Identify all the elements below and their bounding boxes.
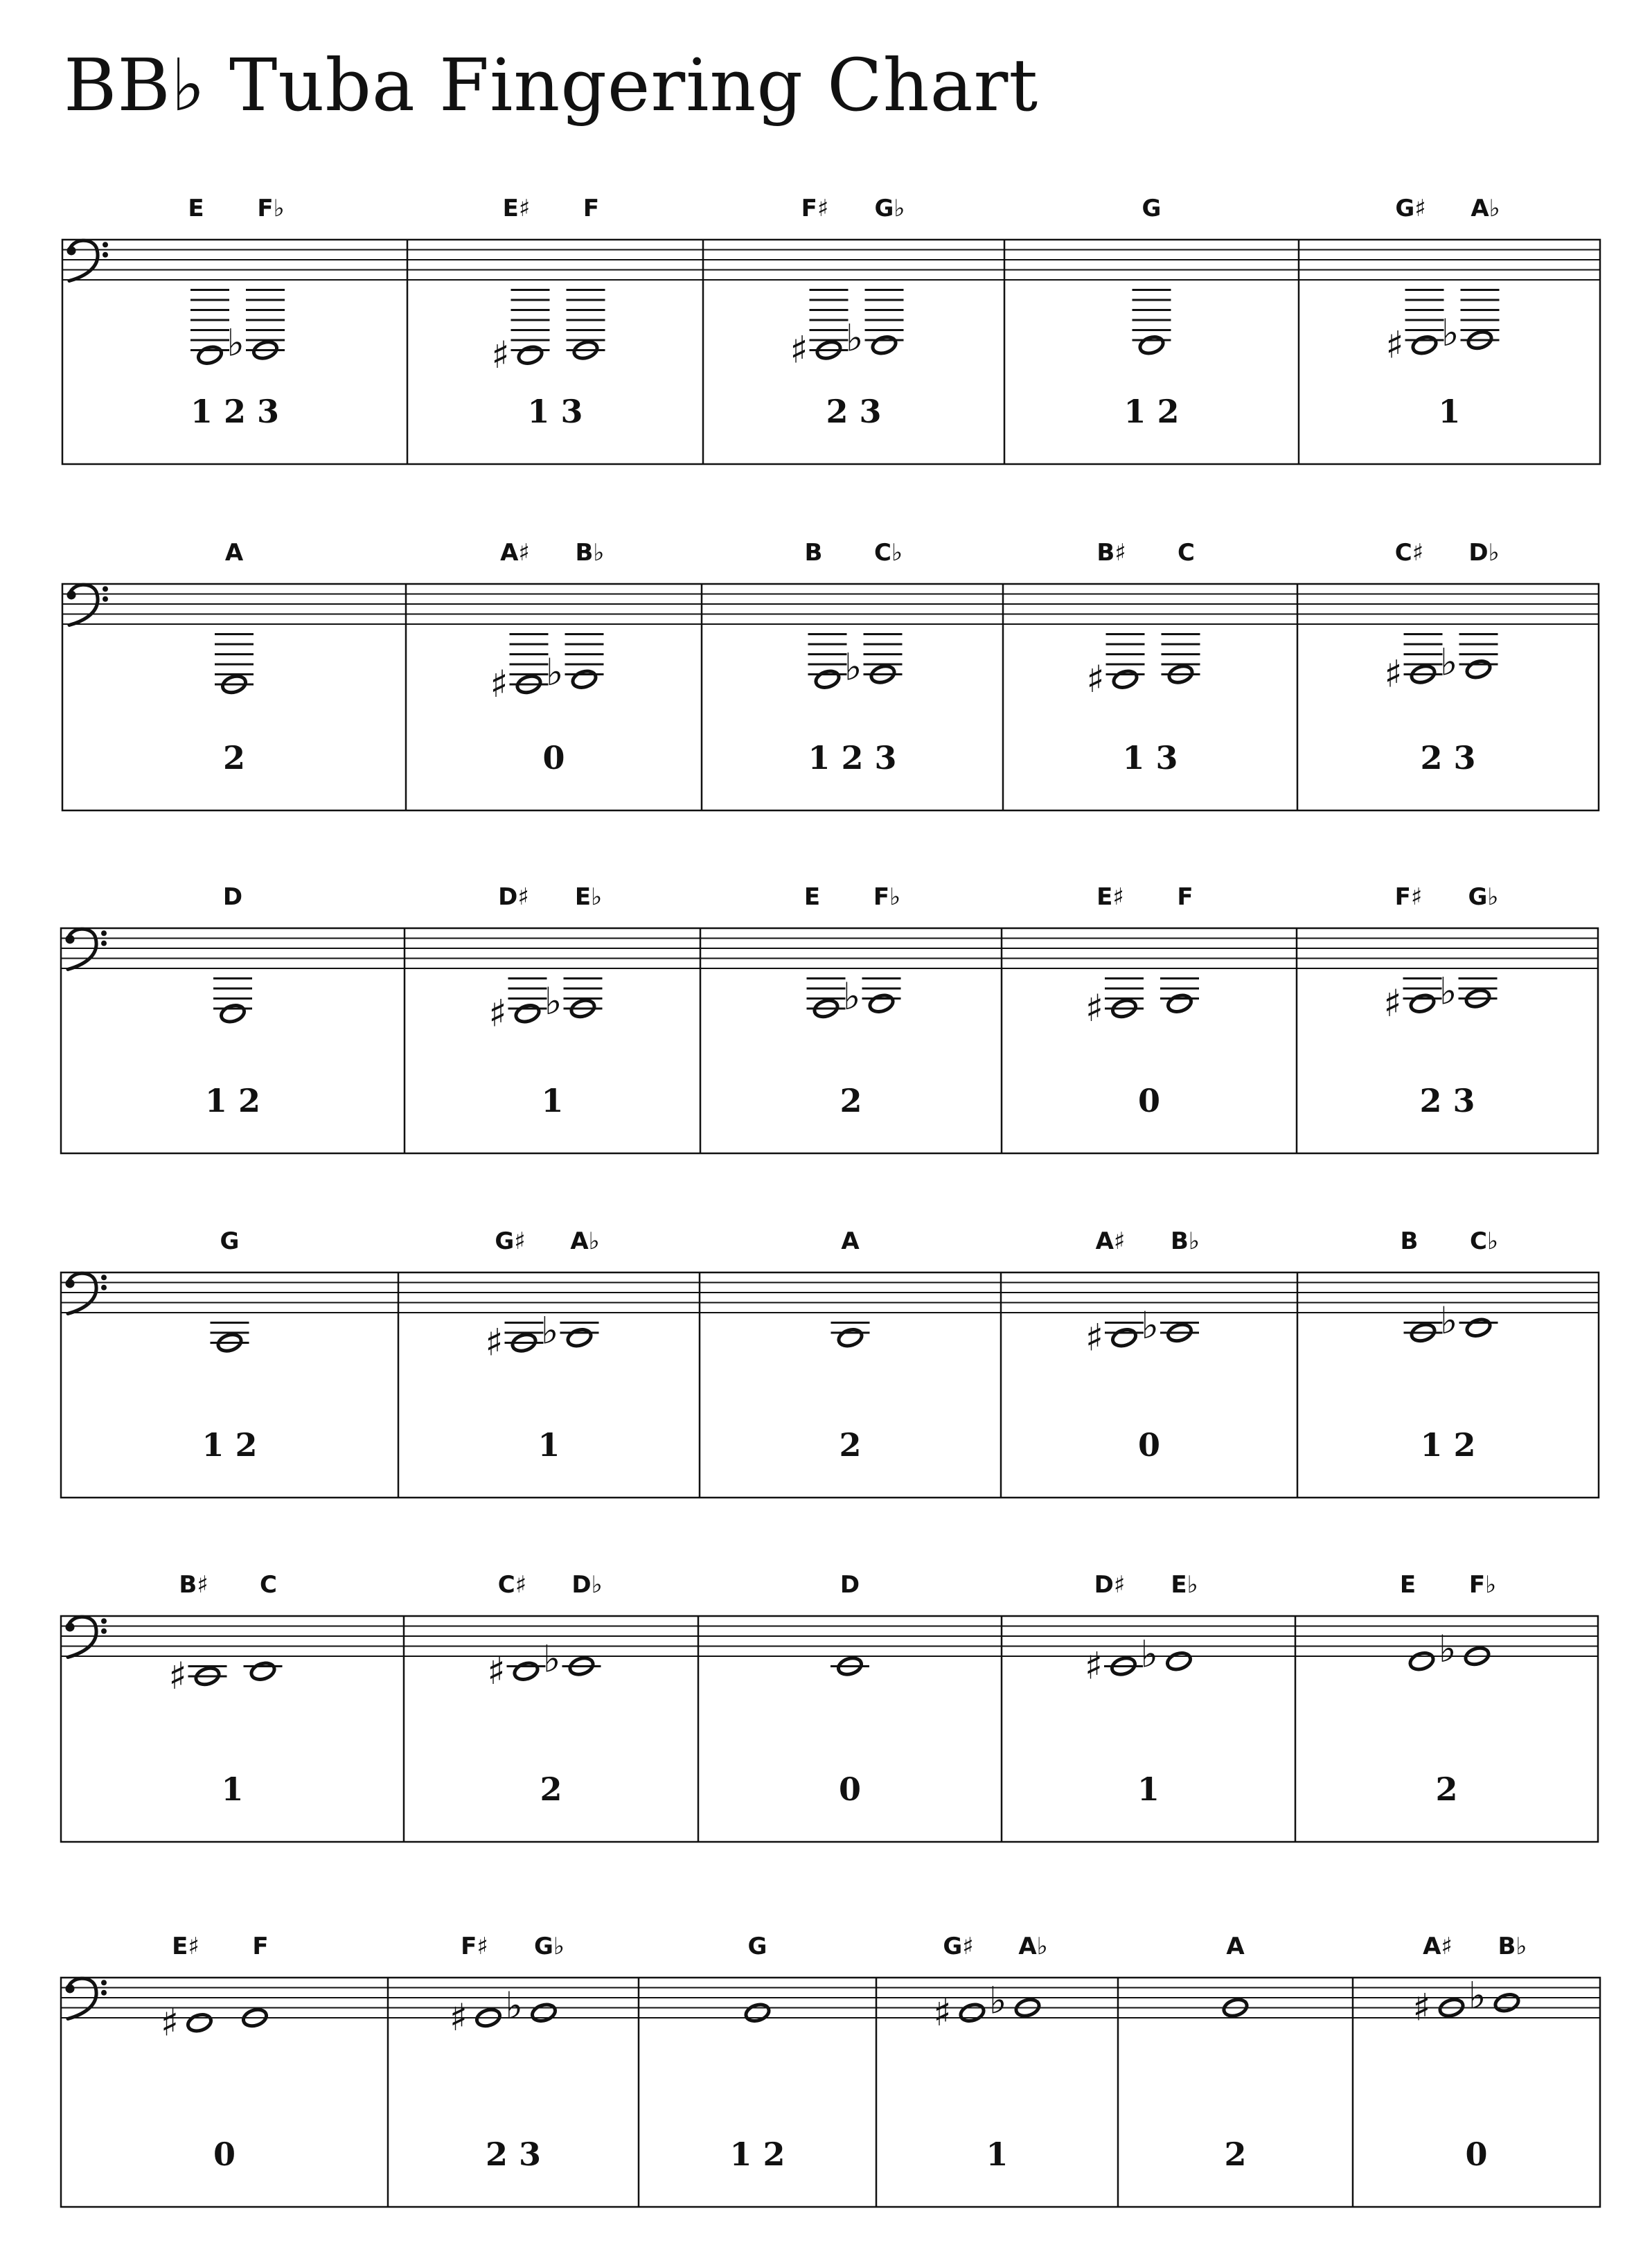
- note-name: C: [1178, 539, 1195, 567]
- whole-note: [1411, 335, 1438, 356]
- note-name: A♯: [500, 539, 530, 567]
- flat-sign: ♭: [1440, 640, 1458, 684]
- sharp-sign: ♯: [160, 2000, 179, 2045]
- flat-sign: ♭: [544, 979, 562, 1023]
- fingering-cell: [1085, 1227, 1200, 1464]
- flat-sign: ♭: [1440, 1298, 1458, 1342]
- chart-row: [61, 1933, 1600, 2207]
- flat-sign: ♭: [989, 1978, 1007, 2023]
- note-name: B♭: [1171, 1227, 1200, 1255]
- note-name: A♯: [1423, 1933, 1453, 1960]
- whole-note: [1409, 993, 1436, 1014]
- flat-sign: ♭: [843, 974, 861, 1018]
- whole-note: [249, 1660, 276, 1682]
- note-name: E: [188, 195, 204, 222]
- bass-clef-icon: [69, 240, 98, 281]
- page-title: BB♭ Tuba Fingering Chart: [64, 43, 1039, 127]
- whole-note: [1166, 993, 1193, 1014]
- note-name: F♯: [1394, 883, 1423, 911]
- fingering-number: 0: [542, 739, 565, 777]
- flat-sign: ♭: [1140, 1632, 1158, 1676]
- fingering-cell: [729, 1933, 785, 2173]
- flat-sign: ♭: [227, 321, 245, 365]
- note-name: E♯: [1096, 883, 1124, 911]
- fingering-number: 1 2: [729, 2136, 785, 2173]
- fingering-cell: [1085, 883, 1199, 1119]
- bass-clef-icon: [68, 929, 96, 969]
- row-box: [61, 928, 1598, 1153]
- fingering-number: 2 3: [485, 2136, 542, 2173]
- fingering-cell: [202, 1227, 257, 1464]
- flat-sign: ♭: [1439, 969, 1457, 1013]
- note-name: F♭: [873, 883, 901, 911]
- bass-clef-dot: [66, 1984, 75, 1993]
- whole-note: [513, 1660, 540, 1682]
- sharp-sign: ♯: [1383, 981, 1402, 1025]
- flat-sign: ♭: [1468, 1973, 1486, 2018]
- fingering-number: 1 3: [1122, 739, 1178, 777]
- fingering-cell: [1384, 539, 1499, 777]
- fingering-number: 2 3: [1419, 1082, 1475, 1119]
- bass-clef-dot: [66, 1622, 75, 1631]
- whole-note: [219, 1003, 246, 1024]
- sharp-sign: ♯: [1385, 323, 1404, 367]
- bass-clef-dot: [101, 941, 107, 946]
- fingering-number: 2: [222, 739, 246, 777]
- sharp-sign: ♯: [485, 1320, 504, 1365]
- fingering-number: 0: [1137, 1082, 1161, 1119]
- note-name: G♭: [534, 1933, 565, 1960]
- whole-note: [1493, 1992, 1520, 2014]
- row-box: [61, 1272, 1599, 1498]
- note-name: D: [840, 1571, 860, 1599]
- bass-clef-dot: [101, 1618, 107, 1624]
- fingering-number: 0: [213, 2136, 236, 2173]
- fingering-number: 0: [838, 1771, 862, 1808]
- fingering-cell: [831, 1571, 869, 1808]
- sharp-sign: ♯: [1085, 1315, 1103, 1360]
- sharp-sign: ♯: [1412, 1985, 1431, 2030]
- note-name: F: [252, 1933, 269, 1960]
- note-name: E: [803, 883, 821, 911]
- fingering-number: 1: [1137, 1771, 1160, 1808]
- sharp-sign: ♯: [491, 332, 510, 377]
- note-name: A♭: [1018, 1933, 1048, 1960]
- note-name: G♯: [1395, 195, 1426, 222]
- sharp-sign: ♯: [449, 1996, 468, 2039]
- fingering-cell: [1383, 883, 1498, 1119]
- whole-note: [1465, 659, 1492, 680]
- fingering-number: 2: [1435, 1771, 1458, 1808]
- fingering-number: 0: [1137, 1426, 1161, 1464]
- sharp-sign: ♯: [790, 328, 808, 372]
- bass-clef-icon: [69, 585, 98, 625]
- sharp-sign: ♯: [488, 991, 507, 1036]
- fingering-cell: [215, 539, 254, 777]
- fingering-cell: [188, 195, 285, 430]
- note-name: E♯: [502, 195, 531, 222]
- flat-sign: ♭: [1141, 1304, 1159, 1347]
- row-box: [61, 1616, 1598, 1842]
- flat-sign: ♭: [543, 1637, 561, 1681]
- flat-sign: ♭: [846, 316, 864, 360]
- row-box: [62, 240, 1600, 464]
- fingering-cell: [1401, 1227, 1498, 1464]
- fingering-number: 1: [541, 1082, 564, 1119]
- sharp-sign: ♯: [933, 1990, 952, 2034]
- note-name: E♭: [1171, 1571, 1198, 1599]
- whole-note: [530, 2002, 557, 2023]
- fingering-number: 1 2: [1420, 1426, 1476, 1464]
- fingering-number: 2: [1224, 2136, 1247, 2173]
- whole-note: [1465, 1317, 1492, 1338]
- sharp-sign: ♯: [490, 662, 508, 706]
- bass-clef-dot: [101, 1980, 107, 1985]
- bass-clef-dot: [101, 1990, 107, 1996]
- sharp-sign: ♯: [1086, 657, 1105, 701]
- note-name: D♭: [1468, 539, 1500, 567]
- note-name: C♯: [497, 1571, 527, 1599]
- note-name: B: [804, 539, 823, 567]
- fingering-number: 1 2: [202, 1426, 258, 1464]
- note-name: D♭: [571, 1571, 603, 1599]
- note-name: B: [1400, 1227, 1419, 1255]
- flat-sign: ♭: [844, 645, 862, 689]
- note-name: G♭: [874, 195, 905, 222]
- bass-clef-icon: [68, 1617, 96, 1657]
- note-name: F♭: [1468, 1571, 1497, 1599]
- fingering-cell: [790, 195, 905, 430]
- note-name: C: [260, 1571, 277, 1599]
- whole-note: [959, 2002, 986, 2023]
- bass-clef-dot: [67, 590, 76, 599]
- bass-clef-dot: [103, 596, 108, 602]
- note-name: A♭: [570, 1227, 600, 1255]
- note-name: A: [1226, 1933, 1245, 1960]
- bass-clef-dot: [101, 930, 107, 936]
- fingering-cell: [1086, 539, 1200, 777]
- whole-note: [1112, 668, 1139, 690]
- flat-sign: ♭: [546, 650, 564, 694]
- fingering-number: 2: [540, 1771, 562, 1808]
- fingering-cell: [487, 1571, 602, 1808]
- fingering-cell: [168, 1571, 282, 1808]
- flat-sign: ♭: [1441, 311, 1459, 355]
- note-name: F♯: [461, 1933, 488, 1960]
- whole-note: [868, 993, 895, 1014]
- fingering-number: 1: [221, 1771, 244, 1808]
- fingering-number: 2: [839, 1426, 862, 1464]
- fingering-cell: [831, 1227, 870, 1464]
- bass-clef-dot: [66, 934, 75, 943]
- fingering-cell: [488, 883, 602, 1119]
- note-name: F: [583, 195, 600, 222]
- note-name: G♭: [1468, 883, 1499, 911]
- bass-clef-dot: [103, 242, 108, 247]
- note-name: G♯: [495, 1227, 526, 1255]
- note-name: C♯: [1394, 539, 1424, 567]
- fingering-number: 1: [1438, 393, 1461, 430]
- note-name: A♭: [1471, 195, 1500, 222]
- note-name: D: [222, 883, 243, 911]
- fingering-number: 1 3: [527, 393, 583, 430]
- fingering-cell: [491, 195, 605, 430]
- fingering-number: 2 3: [1420, 739, 1476, 777]
- bass-clef-dot: [101, 1629, 107, 1634]
- note-name: G: [220, 1227, 240, 1255]
- fingering-cell: [1412, 1933, 1527, 2173]
- fingering-number: 1 2: [1123, 393, 1180, 430]
- fingering-number: 2: [840, 1082, 862, 1119]
- note-name: F♯: [801, 195, 829, 222]
- whole-note: [571, 668, 598, 690]
- bass-clef-dot: [66, 1279, 75, 1288]
- fingering-cell: [490, 539, 604, 777]
- fingering-cell: [161, 1933, 269, 2173]
- chart-row: [61, 1571, 1598, 1842]
- whole-note: [837, 1327, 864, 1349]
- sharp-sign: ♯: [1384, 652, 1403, 696]
- flat-sign: ♭: [541, 1308, 559, 1353]
- whole-note: [514, 1003, 541, 1024]
- sharp-sign: ♯: [1084, 1644, 1103, 1688]
- bass-clef-dot: [103, 586, 108, 592]
- note-name: A: [841, 1227, 860, 1255]
- fingering-cell: [450, 1933, 565, 2173]
- fingering-cell: [1400, 1571, 1496, 1808]
- fingering-number: 0: [1465, 2136, 1488, 2173]
- note-name: B♭: [575, 539, 605, 567]
- chart-row: [62, 539, 1599, 810]
- fingering-cell: [205, 883, 260, 1119]
- fingering-cell: [933, 1933, 1047, 2173]
- fingering-number: 1 2 3: [190, 393, 280, 430]
- sharp-sign: ♯: [1085, 986, 1103, 1030]
- note-name: D♯: [1094, 1571, 1126, 1599]
- note-name: G: [747, 1933, 767, 1960]
- whole-note: [517, 344, 544, 366]
- whole-note: [814, 668, 841, 690]
- whole-note: [186, 2012, 213, 2034]
- fingering-cell: [1385, 195, 1500, 430]
- whole-note: [744, 2002, 771, 2023]
- fingering-cell: [804, 883, 901, 1119]
- whole-note: [1138, 335, 1165, 356]
- bass-clef-icon: [68, 1978, 96, 2018]
- fingering-number: 1: [538, 1426, 560, 1464]
- note-name: F♭: [257, 195, 285, 222]
- bass-clef-dot: [101, 1275, 107, 1280]
- fingering-cell: [1222, 1933, 1249, 2173]
- flat-sign: ♭: [1439, 1627, 1457, 1671]
- note-name: B♯: [179, 1571, 208, 1599]
- note-name: E: [1399, 1571, 1416, 1599]
- note-name: B♯: [1096, 539, 1126, 567]
- whole-note: [1165, 1651, 1192, 1672]
- chart-row: [62, 195, 1600, 464]
- fingering-cell: [485, 1227, 599, 1464]
- fingering-number: 1 2: [204, 1082, 261, 1119]
- whole-note: [196, 344, 223, 366]
- bass-clef-dot: [103, 252, 108, 258]
- fingering-number: 2 3: [826, 393, 882, 430]
- whole-note: [1110, 1327, 1137, 1349]
- note-name: C♭: [874, 539, 903, 567]
- fingering-number: 1 2 3: [808, 739, 897, 777]
- note-name: G♯: [943, 1933, 974, 1960]
- bass-clef-icon: [68, 1273, 96, 1313]
- note-name: E♭: [574, 883, 603, 911]
- note-name: C♭: [1470, 1227, 1498, 1255]
- fingering-number: 1: [986, 2136, 1009, 2173]
- whole-note: [566, 1327, 593, 1349]
- note-name: A♯: [1095, 1227, 1126, 1255]
- chart-row: [61, 883, 1598, 1153]
- note-name: G: [1142, 195, 1162, 222]
- note-name: E♯: [172, 1933, 199, 1960]
- fingering-cell: [1085, 1571, 1198, 1808]
- flat-sign: ♭: [505, 1983, 523, 2027]
- fingering-cell: [805, 539, 903, 777]
- fingering-cell: [1123, 195, 1179, 430]
- chart-row: [61, 1227, 1599, 1498]
- sharp-sign: ♯: [487, 1649, 506, 1693]
- note-name: F: [1177, 883, 1193, 911]
- bass-clef-dot: [101, 1285, 107, 1290]
- note-name: D♯: [498, 883, 529, 911]
- sharp-sign: ♯: [168, 1654, 187, 1698]
- row-box: [61, 1978, 1600, 2207]
- note-name: B♭: [1498, 1933, 1527, 1960]
- whole-note: [871, 335, 898, 356]
- bass-clef-dot: [67, 246, 76, 255]
- note-name: A: [224, 539, 244, 567]
- whole-note: [1408, 1651, 1435, 1672]
